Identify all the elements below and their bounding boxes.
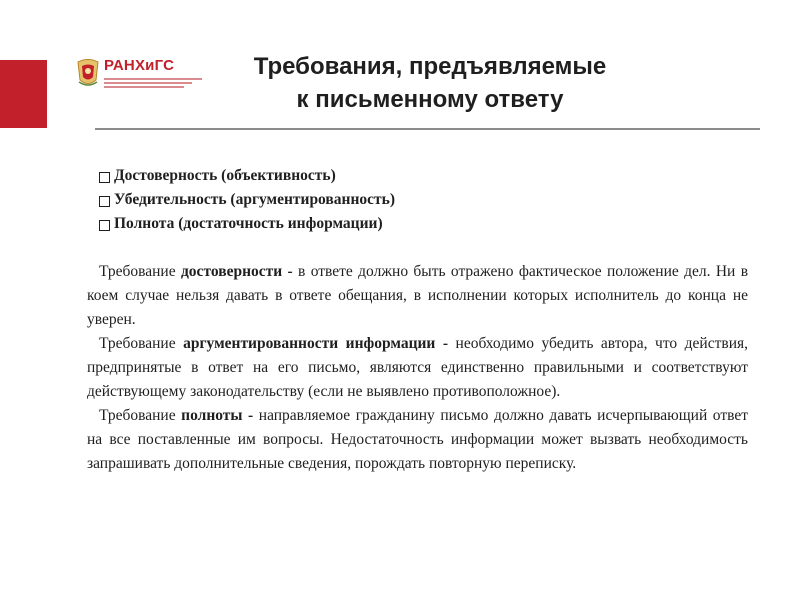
checkbox-icon	[99, 196, 110, 207]
logo-tagline-line	[104, 86, 184, 88]
body-text	[87, 260, 748, 476]
paragraph-lead: Требование	[99, 407, 182, 424]
paragraph-lead: Требование	[99, 335, 184, 352]
paragraph-completeness	[87, 404, 748, 476]
list-item-text: Убедительность (аргументированность)	[114, 191, 396, 208]
list-item-text: Полнота (достаточность информации)	[114, 215, 383, 232]
logo-name: РАНХиГС	[104, 57, 175, 74]
list-item	[99, 188, 395, 212]
title-line-1: Требования, предъявляемые	[253, 53, 607, 80]
accent-bar	[0, 60, 47, 128]
paragraph-term: достоверности -	[180, 263, 293, 280]
paragraph-rest: необходимо убедить автора, что действия, предпринятые в ответ на его письмо, являются единственно правильными и соответствуют действующему законодательству (если не выявлено противоположное).	[87, 335, 749, 400]
list-item-text: Достоверность (объективность)	[114, 167, 336, 184]
paragraph-rest: направляемое гражданину письмо должно давать исчерпывающий ответ на все поставленные им вопросы. Недостаточность информации может вызвать необходимость запрашивать дополнительные сведения, порождать повторную переписку.	[87, 407, 749, 472]
requirements-list	[99, 164, 395, 236]
title-divider	[95, 128, 760, 130]
list-item	[99, 212, 395, 236]
title-line-2: к письменному ответу	[296, 86, 564, 113]
paragraph-reliability	[87, 260, 748, 332]
paragraph-term: аргументированности информации -	[183, 335, 449, 352]
paragraph-rest: в ответе должно быть отражено фактическое положение дел. Ни в коем случае нельзя давать в ответе обещания, в исполнении которых исполнитель до конца не уверен.	[87, 263, 749, 328]
checkbox-icon	[99, 220, 110, 231]
ranepa-emblem-icon	[74, 58, 102, 88]
logo-tagline-line	[104, 82, 192, 84]
paragraph-argumentation	[87, 332, 748, 404]
paragraph-term: полноты -	[181, 407, 254, 424]
page-title	[180, 50, 680, 116]
paragraph-lead: Требование	[99, 263, 181, 280]
list-item	[99, 164, 395, 188]
checkbox-icon	[99, 172, 110, 183]
